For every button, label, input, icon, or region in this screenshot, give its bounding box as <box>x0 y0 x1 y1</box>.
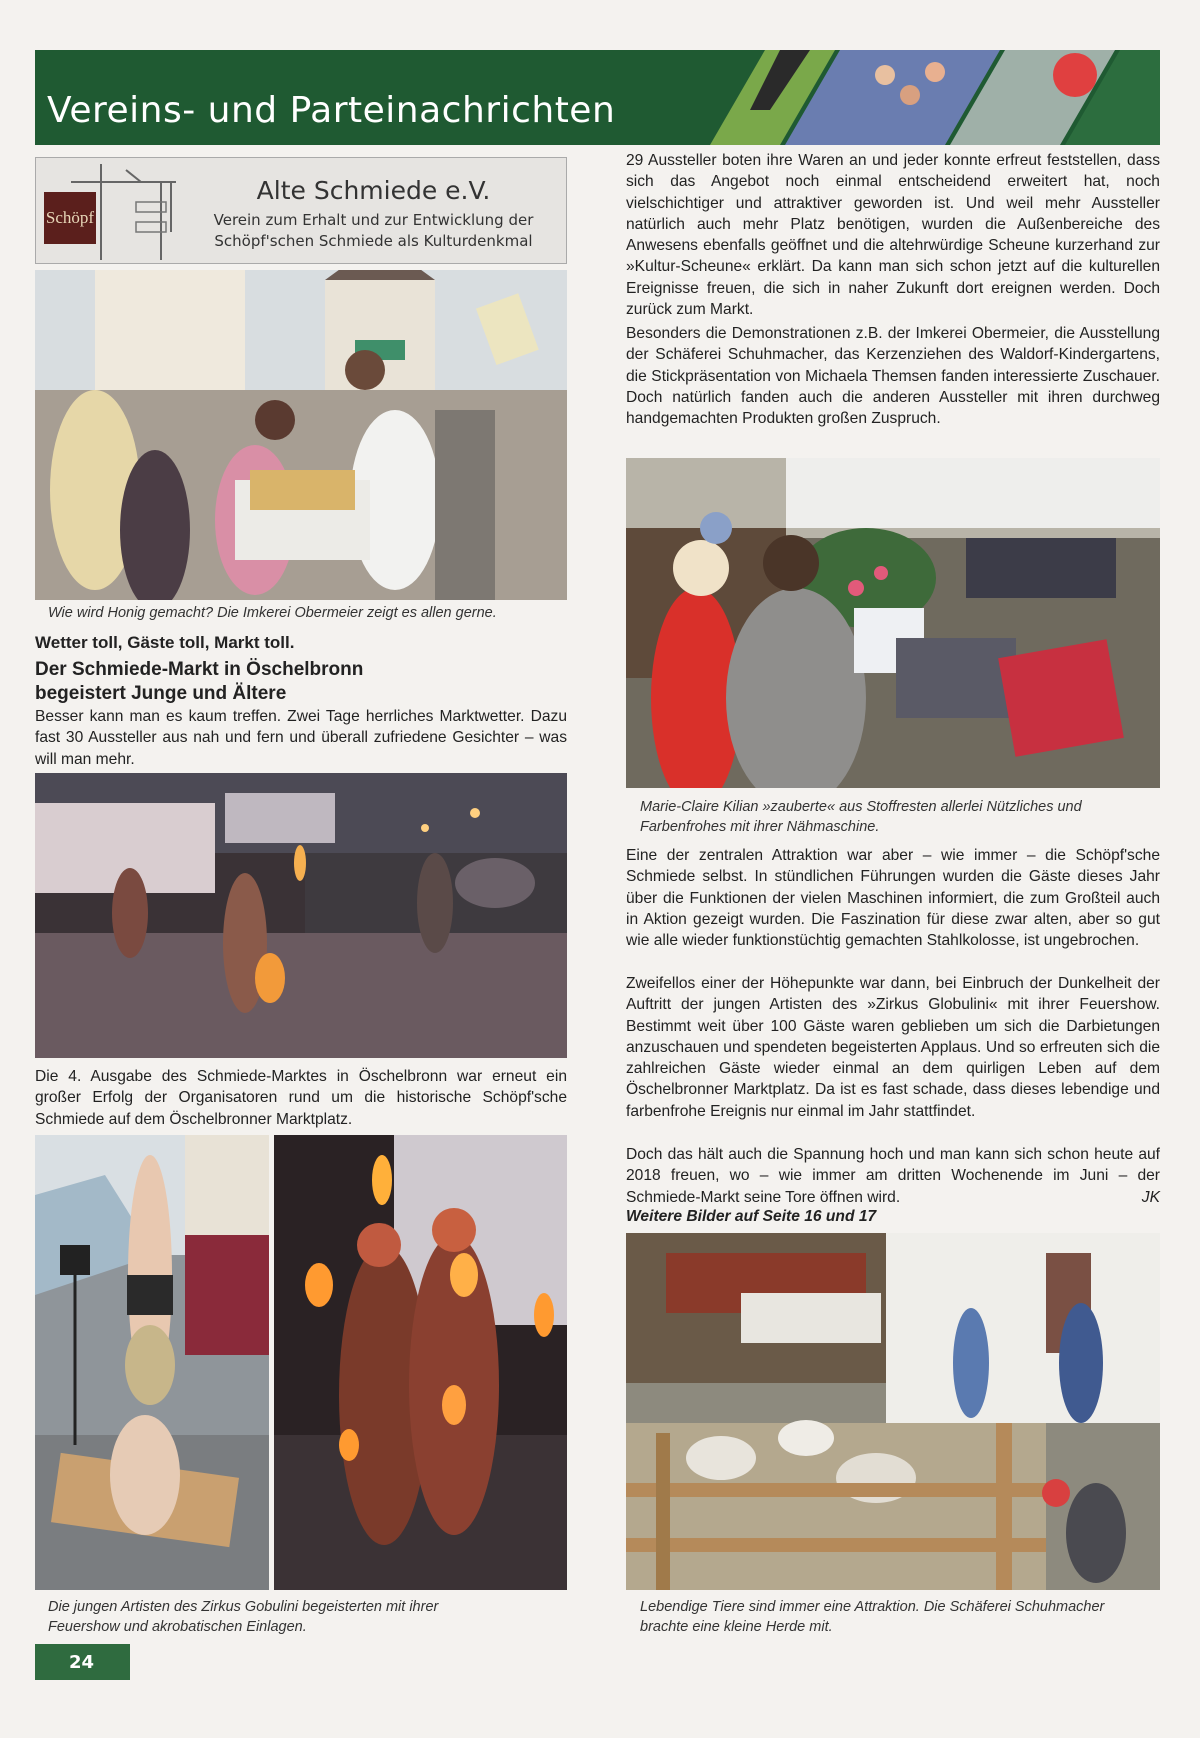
page-number: 24 <box>35 1644 130 1680</box>
article-kicker: Wetter toll, Gäste toll, Markt toll. <box>35 633 295 652</box>
club-subtitle: Verein zum Erhalt und zur Entwicklung der Schöpf'schen Schmiede als Kulturdenkmal <box>213 211 534 250</box>
photo-fire-show-street <box>35 773 567 1058</box>
schoepf-sign: Schöpf <box>44 192 96 244</box>
caption-sheep: Lebendige Tiere sind immer eine Attraktion. Die Schäferei Schuhmacher brachte eine kleine Herde mit. <box>640 1599 1105 1635</box>
article-right-para-5: Doch das hält auch die Spannung hoch und man kann sich schon heute auf 2018 freuen, wo – wie immer am dritten Wochenende im Juni – der Schmiede-Markt seine Tore öffnen wird. JK <box>626 1144 1160 1208</box>
photo-sewing-stand <box>626 458 1160 788</box>
club-name: Alte Schmiede e.V. <box>256 176 491 205</box>
caption-honey: Wie wird Honig gemacht? Die Imkerei Obermeier zeigt es allen gerne. <box>48 605 497 621</box>
article-intro: Besser kann man es kaum treffen. Zwei Tage herrliches Marktwetter. Dazu fast 30 Aussteller aus nah und fern und überall zufriedene Gesichter – was will man mehr. <box>35 708 567 768</box>
article-headline: Der Schmiede-Markt in Öschelbronn begeistert Junge und Ältere <box>35 659 364 704</box>
caption-artists: Die jungen Artisten des Zirkus Gobulini begeisterten mit ihrer Feuershow und akrobatischen Einlagen. <box>48 1599 439 1635</box>
section-header <box>35 50 1160 145</box>
photo-acrobatics <box>35 1135 269 1590</box>
article-para-2: Die 4. Ausgabe des Schmiede-Marktes in Öschelbronn war erneut ein großer Erfolg der Organisatoren rund um die historische Schöpf'sche Schmiede auf dem Öschelbronner Marktplatz. <box>35 1068 567 1128</box>
more-photos-note: Weitere Bilder auf Seite 16 und 17 <box>626 1208 877 1225</box>
section-title: Vereins- und Parteinachrichten <box>47 90 616 131</box>
article-right-para-2: Besonders die Demonstrationen z.B. der Imkerei Obermeier, die Ausstellung der Schäferei Schuhmacher, das Kerzenziehen des Waldorf-Kindergartens, die Stickpräsentation von Michaela Themsen fanden interessierte Zuschauer. Doch natürlich fanden auch die anderen Aussteller mit ihren durchweg handgemachten Produkten großen Zuspruch. <box>626 325 1160 428</box>
photo-honey-demo <box>35 270 567 600</box>
caption-sewing: Marie-Claire Kilian »zauberte« aus Stoffresten allerlei Nützliches und Farbenfrohes mit ihrer Nähmaschine. <box>640 799 1082 835</box>
photo-sheep-pen <box>626 1233 1160 1590</box>
article-right-para-3: Eine der zentralen Attraktion war aber – wie immer – die Schöpf'sche Schmiede selbst. In stündlichen Führungen wurden die Gäste dieses Jahr über die Funktionen der vielen Maschinen informiert, die zum Großteil auch in Aktion gezeigt wurden. Die Faszination für diese zwar alten, aber so gut wie alle wieder funktionstüchtig gemachten Stahlkolosse, ist ungebrochen. <box>626 847 1160 950</box>
author-signature: JK <box>1141 1188 1160 1206</box>
club-logo-box <box>35 157 567 264</box>
article-right-para-4: Zweifellos einer der Höhepunkte war dann, bei Einbruch der Dunkelheit der Auftritt der jungen Artisten des »Zirkus Globulini« mit ihrer Feuershow. Bestimmt weit über 100 Gäste waren geblieben um sich die Darbietungen anzuschauen und spendeten begeisterten Applaus. Und so erfreuten sich die zahlreichen Gäste wieder einmal an dem quirligen Leben auf dem Öschelbronner Marktplatz. Da ist es fast schade, dass dieses lebendige und farbenfrohe Ereignis nur einmal im Jahr stattfindet. <box>626 975 1160 1120</box>
article-right-para-1: 29 Aussteller boten ihre Waren an und jeder konnte erfreut feststellen, dass sich das Angebot noch einmal entscheidend erweitert hat, noch vielschichtiger und attraktiver geworden ist. Und weil mehr Aussteller natürlich auch mehr Platz benötigen, wurden die Außenbereiche des Anwesens ebenfalls geöffnet und die altehrwürdige Scheune kurzerhand zur »Kultur-Scheune« erklärt. Da kann man sich schon jetzt auf die kulturellen Ereignisse freuen, die sich in naher Zukunft dort ereignen werden. Doch zurück zum Markt. <box>626 152 1160 319</box>
photo-fire-dancers <box>274 1135 567 1590</box>
